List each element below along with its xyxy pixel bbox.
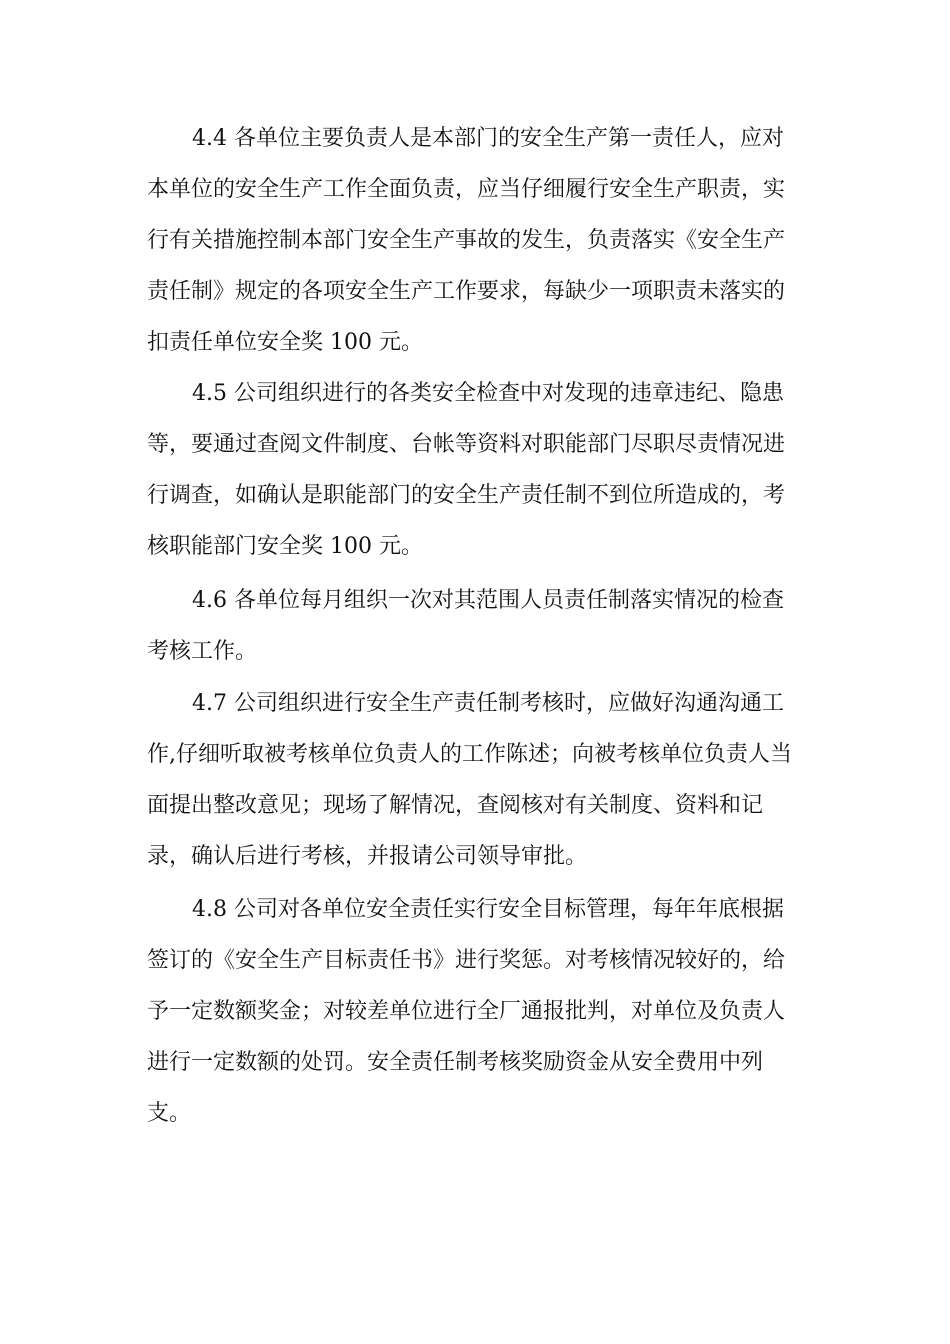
text-line: 签订的《安全生产目标责任书》进行奖惩。对考核情况较好的，给 — [147, 948, 786, 973]
text-line: 进行一定数额的处罚。安全责任制考核奖励资金从安全费用中列 — [147, 1050, 764, 1075]
text-line: 录，确认后进行考核，并报请公司领导审批。 — [147, 844, 588, 869]
text-line: 面提出整改意见；现场了解情况，查阅核对有关制度、资料和记 — [147, 793, 764, 818]
text-line: 4.4 各单位主要负责人是本部门的安全生产第一责任人，应对 — [192, 126, 784, 151]
text-line: 4.6 各单位每月组织一次对其范围人员责任制落实情况的检查 — [192, 588, 784, 613]
text-line: 作,仔细听取被考核单位负责人的工作陈述；向被考核单位负责人当 — [147, 742, 792, 767]
text-line: 扣责任单位安全奖 100 元。 — [147, 330, 423, 355]
text-line: 本单位的安全生产工作全面负责，应当仔细履行安全生产职责，实 — [147, 177, 786, 202]
text-line: 行有关措施控制本部门安全生产事故的发生，负责落实《安全生产 — [147, 228, 786, 253]
text-line: 4.8 公司对各单位安全责任实行安全目标管理，每年年底根据 — [192, 897, 784, 922]
text-line: 行调查，如确认是职能部门的安全生产责任制不到位所造成的，考 — [147, 483, 786, 508]
text-line: 4.7 公司组织进行安全生产责任制考核时，应做好沟通沟通工 — [192, 691, 784, 716]
text-line: 等，要通过查阅文件制度、台帐等资料对职能部门尽职尽责情况进 — [147, 432, 786, 457]
text-line: 考核工作。 — [147, 639, 258, 664]
text-line: 4.5 公司组织进行的各类安全检查中对发现的违章违纪、隐患 — [192, 381, 784, 406]
text-line: 核职能部门安全奖 100 元。 — [147, 534, 423, 559]
text-line: 予一定数额奖金；对较差单位进行全厂通报批判，对单位及负责人 — [147, 999, 786, 1024]
text-line: 支。 — [147, 1101, 192, 1126]
text-line: 责任制》规定的各项安全生产工作要求，每缺少一项职责未落实的 — [147, 279, 786, 304]
